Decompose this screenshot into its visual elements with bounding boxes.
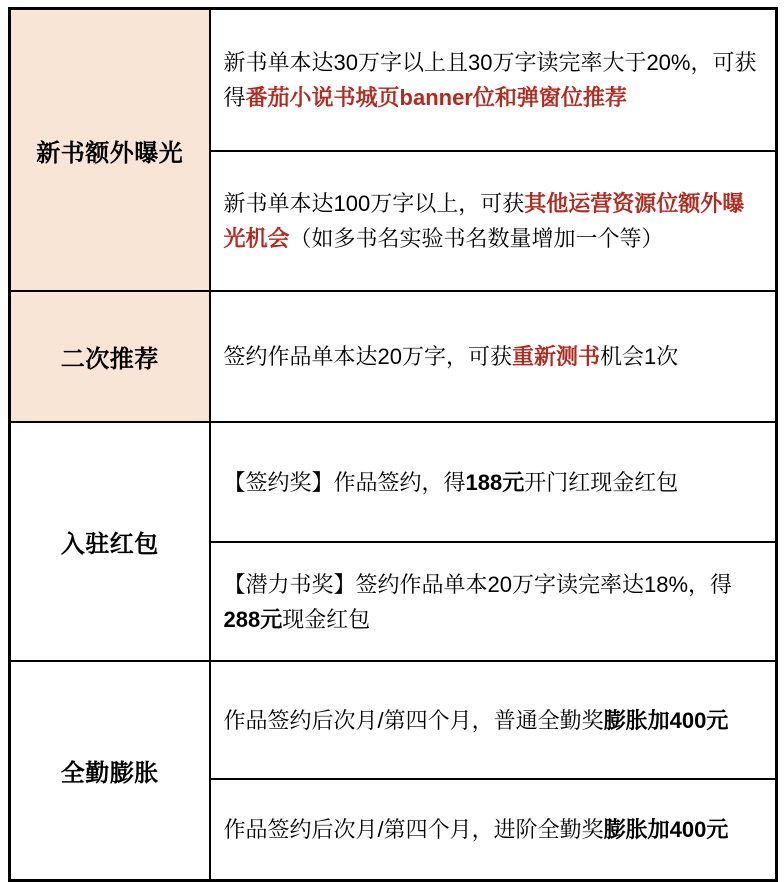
- benefit-text: 新书单本达100万字以上，可获: [223, 191, 525, 216]
- table-row: [10, 291, 777, 422]
- benefit-cell-second-recommendation: [210, 291, 777, 422]
- author-benefits-table: [8, 7, 778, 882]
- benefit-text: 作品签约后次月/第四个月，进阶全勤奖: [223, 817, 604, 842]
- benefit-highlight-bold: 膨胀加400元: [603, 707, 729, 733]
- benefit-highlight-red: 番茄小说书城页banner位和弹窗位推荐: [245, 85, 627, 110]
- row-label-signing-red-packet: 入驻红包: [10, 422, 210, 661]
- benefit-cell-signing-award: [210, 422, 777, 542]
- benefit-text: 开门红现金红包: [524, 469, 679, 495]
- benefit-text: 【潜力书奖】签约作品单本20万字读完率达18%，得: [223, 571, 733, 597]
- row-label-new-book-exposure: 新书额外曝光: [10, 9, 210, 292]
- benefit-highlight-bold: 188元: [465, 469, 525, 495]
- benefit-text: 机会1次: [600, 344, 679, 369]
- row-label-second-recommendation: 二次推荐: [10, 291, 210, 422]
- benefit-text: 【签约奖】作品签约，得: [223, 469, 466, 495]
- benefit-highlight-bold: 288元: [223, 606, 283, 632]
- benefit-cell-new-book-exposure-1: [210, 9, 777, 152]
- benefit-cell-potential-book-award: [210, 542, 777, 661]
- benefit-text: 新书单本达30万字以上且30万字读完率大于20%，可获得: [223, 50, 757, 110]
- table-row: [10, 9, 777, 152]
- benefit-text: 现金红包: [282, 606, 371, 632]
- benefit-highlight-red: 其他运营资源位额外曝光机会: [223, 191, 745, 251]
- benefit-cell-new-book-exposure-2: [210, 151, 777, 291]
- benefit-text: （如多书名实验书名数量增加一个等）: [289, 226, 664, 251]
- table-row: [10, 661, 777, 779]
- table-row: [10, 422, 777, 542]
- benefit-cell-advanced-attendance: [210, 779, 777, 881]
- benefit-text: 签约作品单本达20万字，可获: [223, 344, 512, 369]
- benefits-table-container: [8, 7, 778, 882]
- benefit-highlight-bold: 膨胀加400元: [603, 817, 729, 842]
- benefit-text: 作品签约后次月/第四个月，普通全勤奖: [223, 707, 604, 733]
- benefit-highlight-red: 重新测书: [511, 344, 600, 369]
- row-label-full-attendance-bonus: 全勤膨胀: [10, 661, 210, 881]
- benefit-cell-normal-attendance: [210, 661, 777, 779]
